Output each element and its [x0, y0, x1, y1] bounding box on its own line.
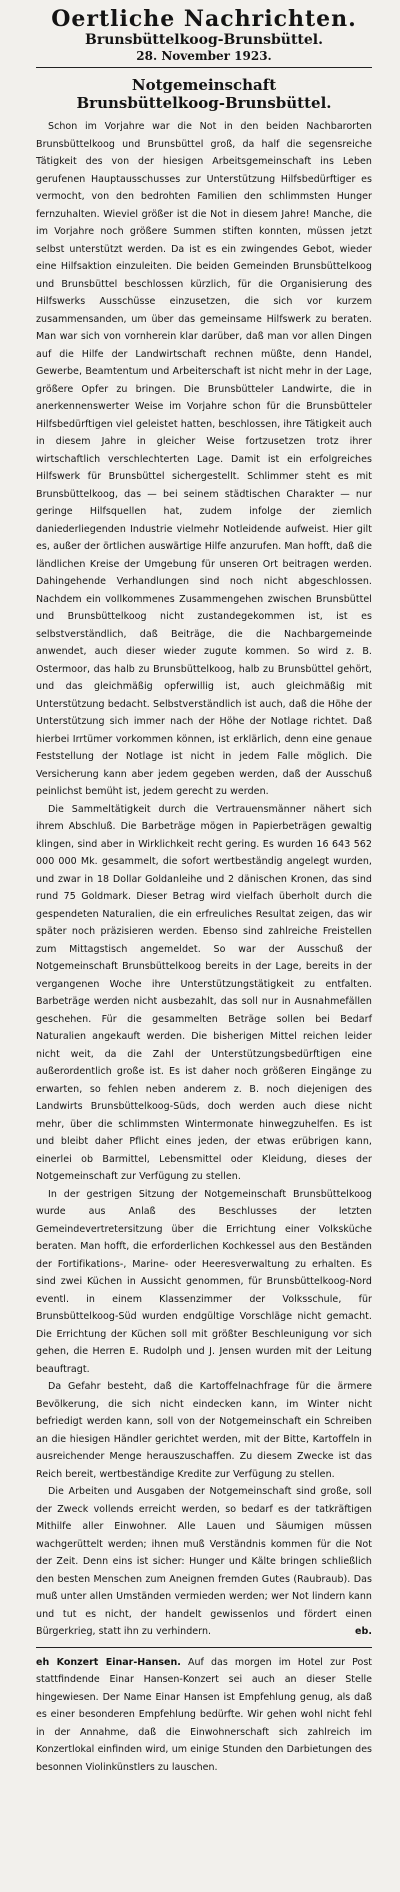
article-paragraph-4: Da Gefahr besteht, daß die Kartoffelnachfrage für die ärmere Bevölkerung, die sich nicht eindecken kann, im Winter nicht befriedigt werden kann, soll von der Notgemeinschaft ein Schreiben an die hiesigen Händler gerichtet werden, mit der Bitte, Kartoffeln in ausreichender Menge herauszuschaffen. Zu diesem Zwecke ist das Reich bereit, wertbeständige Kredite zur Verfügung zu stellen. — [36, 1381, 372, 1480]
article-paragraph-5-text: Die Arbeiten und Ausgaben der Notgemeinschaft sind große, soll der Zweck vollends erreicht werden, so bedarf es der tatkräftigen Mithilfe aller Einwohner. Alle Lauen und Säumigen müssen wachgerüttelt werden; ihnen muß Verständnis kommen für die Not der Zeit. Denn eins ist sicher: Hunger und Kälte bringen schließlich den besten Menschen zum Aneignen fremden Gutes (Raubraub). Das muß unter allen Umständen vermieden werden; wer Not lindern kann und tut es nicht, der handelt gewissenlos und fördert einen Bürgerkrieg, statt ihn zu verhindern. — [36, 1486, 372, 1637]
masthead-divider — [36, 67, 372, 68]
concert-notice — [36, 1654, 372, 1777]
section-subtitle: Brunsbüttelkoog-Brunsbüttel. — [85, 32, 323, 48]
article-paragraph-2: Die Sammeltätigkeit durch die Vertrauensmänner nähert sich ihrem Abschluß. Die Barbeträge mögen in Papierbeträgen gewaltig klingen, sind aber in Wirklichkeit recht gering. Es wurden 16 643 562 000 000 Mk. gesammelt, die sofort wertbeständig angelegt wurden, und zwar in 18 Dollar Goldanleihe und 2 dänischen Kronen, das sind rund 75 Goldmark. Dieser Betrag wird vielfach überholt durch die gespendeten Naturalien, die ein erfreuliches Resultat zeigen, das wir später noch präzisieren werden. Ebenso sind zahlreiche Freistellen zum Mittagstisch angemeldet. So war der Ausschuß der Notgemeinschaft Brunsbüttelkoog bereits in der Lage, bereits in der vergangenen Woche ihre Unterstützungstätigkeit zu entfalten. Barbeträge werden nicht ausbezahlt, das soll nur in Ausnahmefällen geschehen. Für die gesammelten Beträge sollen bei Bedarf Naturalien angekauft werden. Die bisherigen Mittel reichen leider nicht weit, da die Zahl der Unterstützungsbedürftigen eine außerordentlich große ist. Es ist daher noch größeren Eingänge zu erwarten, so fehlen neben anderem z. B. noch diejenigen des Landwirts Brunsbüttelkoog-Süds, doch werden auch diese nicht mehr, über die schlimmsten Wintermonate hinwegzuhelfen. Es ist und bleibt daher Pflicht eines jeden, der etwas erübrigen kann, einerlei ob Barmittel, Lebensmittel oder Kleidung, dieses der Notgemeinschaft zur Verfügung zu stellen. — [36, 803, 372, 1182]
author-signature: eb. — [354, 1626, 372, 1637]
concert-paragraph — [36, 1654, 372, 1777]
issue-date: 28. November 1923. — [136, 49, 272, 63]
concert-lead: eh Konzert Einar-Hansen. — [36, 1656, 181, 1668]
concert-text: Auf das morgen im Hotel zur Post stattfindende Einar Hansen-Konzert sei auch an dieser Stelle hingewiesen. Der Name Einar Hansen ist Empfehlung genug, als daß es einer besonderen Empfehlung bedürfte. Wir gehen wohl nicht fehl in der Annahme, daß die Einwohnerschaft sich zahlreich im Konzertlokal einfinden wird, um einige Stunden den Darbietungen des besonnen Violinkünstlers zu lauschen. — [36, 1656, 372, 1773]
section-title: Oertliche Nachrichten. — [51, 6, 357, 32]
article-heading — [36, 76, 372, 112]
article-paragraph-3: In der gestrigen Sitzung der Notgemeinschaft Brunsbüttelkoog wurde aus Anlaß des Beschlusses der letzten Gemeindevertretersitzung über die Errichtung einer Volksküche beraten. Man hofft, die erforderlichen Kochkessel aus den Beständen der Fortifikations-, Marine- oder Heeresverwaltung zu erhalten. Es sind zwei Küchen in Aussicht genommen, für Brunsbüttelkoog-Nord eventl. in einem Klassenzimmer der Volksschule, für Brunsbüttelkoog-Süd wurden endgültige Vorschläge nicht gemacht. Die Errichtung der Küchen soll mit größter Beschleunigung vor sich gehen, die Herren E. Rudolph und J. Jensen wurden mit der Leitung beauftragt. — [36, 1188, 372, 1375]
masthead — [36, 6, 372, 63]
article-body — [36, 118, 372, 1641]
article-paragraph-1: Schon im Vorjahre war die Not in den beiden Nachbarorten Brunsbüttelkoog und Brunsbüttel groß, da half die segensreiche Tätigkeit des von der hiesigen Arbeitsgemeinschaft ins Leben gerufenen Hauptausschusses zur Unterstützung Hilfsbedürftiger es vermocht, von den bedrohten Familien den schlimmsten Hunger fernzuhalten. Wieviel größer ist die Not in diesem Jahre! Manche, die im Vorjahre noch größere Summen stiften konnten, müssen jetzt selbst unterstützt werden. Da ist es ein zwingendes Gebot, wieder eine Hilfsaktion einzuleiten. Die beiden Gemeinden Brunsbüttelkoog und Brunsbüttel beschlossen kürzlich, für die Organisierung des Hilfswerks Ausschüsse einzusetzen, die sich vor kurzem zusammensanden, um über das gemeinsame Hilfswerk zu beraten. Man war sich von vornherein klar darüber, daß man vor allen Dingen auf die Hilfe der Landwirtschaft rechnen müßte, denn Handel, Gewerbe, Beamtentum und Arbeiterschaft ist nicht mehr in der Lage, größere Opfer zu bringen. Die Brunsbütteler Landwirte, die in anerkennenswerter Weise im Vorjahre schon für die Brunsbütteler Hilfsbedürftigen viel geleistet hatten, beschlossen, ihre Tätigkeit auch in diesem Jahre in gleicher Weise fortzusetzen trotz ihrer wirtschaftlich verschlechterten Lage. Damit ist ein erfolgreiches Hilfswerk für Brunsbüttel sichergestellt. Schlimmer steht es mit Brunsbüttelkoog, das — bei seinem städtischen Charakter — nur geringe Hilfsquellen hat, zudem infolge der ziemlich daniederliegenden Industrie vielmehr Notleidende aufweist. Hier gilt es, außer der örtlichen auswärtige Hilfe anzurufen. Man hofft, daß die ländlichen Kreise der Umgebung für unseren Ort beitragen werden. Dahingehende Verhandlungen sind noch nicht abgeschlossen. Nachdem ein vollkommenes Zusammengehen zwischen Brunsbüttel und Brunsbüttelkoog nicht zustandegekommen ist, ist es selbstverständlich, daß Beiträge, die die Nachbargemeinde anwendet, auch dieser wieder zugute kommen. So wird z. B. Ostermoor, das halb zu Brunsbüttelkoog, halb zu Brunsbüttel gehört, und das gleichmäßig opferwillig ist, auch gleichmäßig mit Unterstützung bedacht. Selbstverständlich ist auch, daß die Höhe der Unterstützung sich immer nach der Höhe der Notlage richtet. Daß hierbei Irrtümer vorkommen können, ist erklärlich, denn eine genaue Feststellung der Notlage ist nicht in jedem Falle möglich. Die Versicherung kann aber jedem gegeben werden, daß der Ausschuß peinlichst bemüht ist, jedem gerecht zu werden. — [36, 121, 372, 797]
article-divider — [36, 1647, 372, 1648]
article-heading-line2: Brunsbüttelkoog-Brunsbüttel. — [76, 94, 332, 112]
article-paragraph-5 — [36, 1483, 372, 1641]
article-heading-line1: Notgemeinschaft — [131, 76, 277, 94]
